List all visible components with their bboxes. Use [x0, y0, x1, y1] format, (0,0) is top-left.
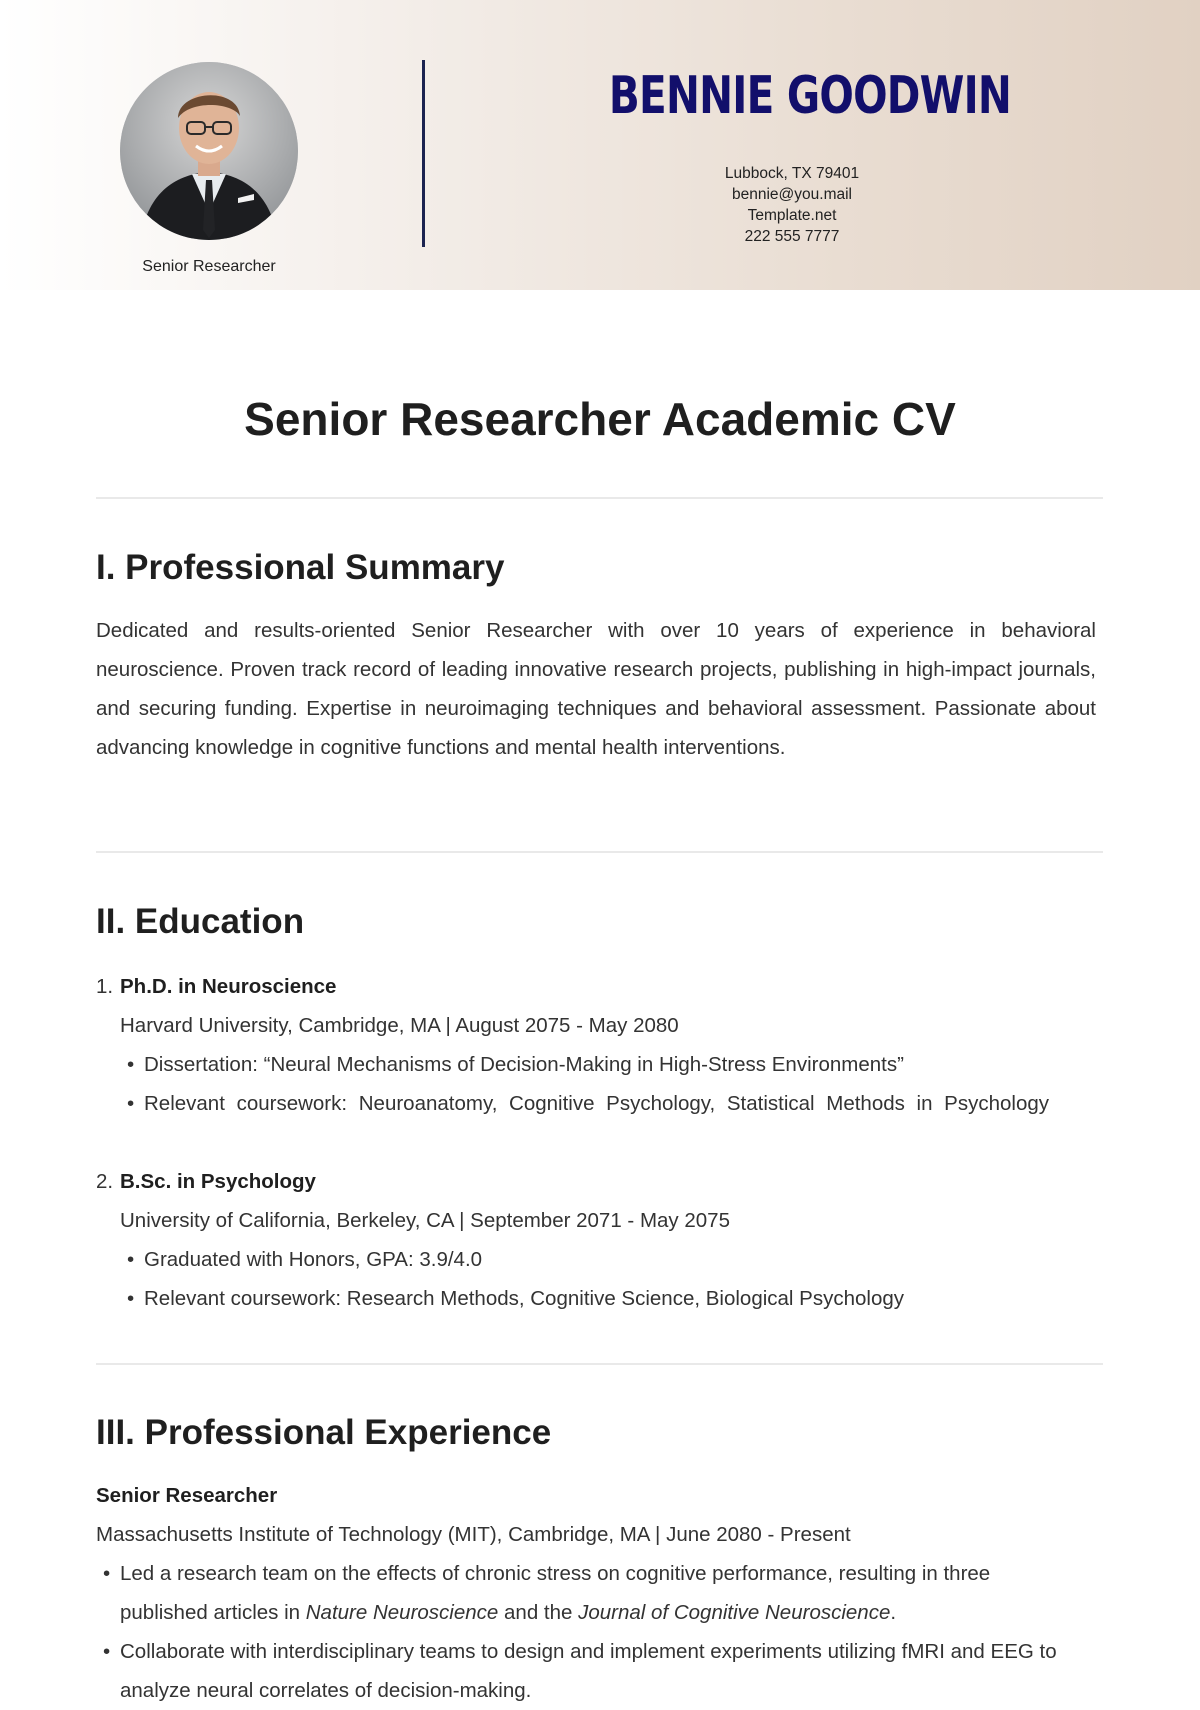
text-segment: .	[890, 1601, 897, 1624]
summary-heading: I. Professional Summary	[96, 548, 505, 587]
text-segment: and the	[498, 1601, 579, 1624]
bullet-dot: •	[103, 1640, 111, 1663]
section-divider	[96, 851, 1103, 853]
journal-name: Nature Neuroscience	[305, 1601, 499, 1624]
candidate-name: BENNIE GOODWIN	[608, 66, 1012, 126]
list-item: Relevant coursework: Neuroanatomy, Cognitive Psychology, Statistical Methods in Psychology	[144, 1092, 1049, 1115]
contact-website[interactable]: Template.net	[747, 207, 837, 224]
list-item: Dissertation: “Neural Mechanisms of Decision-Making in High-Stress Environments”	[144, 1053, 904, 1076]
role-title: Senior Researcher	[96, 1484, 278, 1507]
list-number: 2.	[96, 1170, 114, 1193]
text-segment: Led a research team on the effects of chronic stress on cognitive performance, resulting in three published articles in	[120, 1562, 991, 1624]
list-item: Relevant coursework: Research Methods, Cognitive Science, Biological Psychology	[144, 1287, 905, 1310]
photo-caption: Senior Researcher	[142, 258, 276, 275]
header-band	[0, 0, 1200, 290]
degree-details: University of California, Berkeley, CA | September 2071 - May 2075	[120, 1209, 730, 1232]
section-divider	[96, 1363, 1103, 1365]
contact-address: Lubbock, TX 79401	[724, 165, 860, 182]
header-divider	[422, 60, 425, 247]
degree-title: B.Sc. in Psychology	[120, 1170, 316, 1193]
bullet-dot: •	[127, 1248, 135, 1271]
list-item	[120, 1554, 1080, 1632]
summary-text: Dedicated and results-oriented Senior Researcher with over 10 years of experience in behavioral neuroscience. Proven track record of leading innovative research projects, publishing in high-impact journals, and securing funding. Expertise in neuroimaging techniques and behavioral assessment. Passionate about advancing knowledge in cognitive functions and mental health interventions.	[96, 619, 1096, 759]
contact-phone: 222 555 7777	[744, 228, 840, 245]
section-divider	[96, 497, 1103, 499]
journal-name: Journal of Cognitive Neuroscience	[578, 1601, 891, 1624]
role-details: Massachusetts Institute of Technology (MIT), Cambridge, MA | June 2080 - Present	[96, 1523, 851, 1546]
experience-heading: III. Professional Experience	[96, 1413, 552, 1452]
degree-title: Ph.D. in Neuroscience	[120, 975, 337, 998]
contact-block	[620, 163, 964, 247]
profile-photo	[120, 62, 298, 240]
list-item: Graduated with Honors, GPA: 3.9/4.0	[144, 1248, 483, 1271]
list-item: Collaborate with interdisciplinary teams to design and implement experiments utilizing fMRI and EEG to analyze neural correlates of decision-making.	[120, 1640, 1057, 1702]
education-heading: II. Education	[96, 902, 305, 941]
bullet-dot: •	[127, 1092, 135, 1115]
degree-details: Harvard University, Cambridge, MA | August 2075 - May 2080	[120, 1014, 679, 1037]
bullet-dot: •	[127, 1287, 135, 1310]
portrait-image	[120, 62, 298, 240]
document-title: Senior Researcher Academic CV	[244, 393, 956, 445]
bullet-dot: •	[103, 1562, 111, 1585]
list-number: 1.	[96, 975, 114, 998]
contact-email[interactable]: bennie@you.mail	[732, 186, 852, 203]
bullet-dot: •	[127, 1053, 135, 1076]
